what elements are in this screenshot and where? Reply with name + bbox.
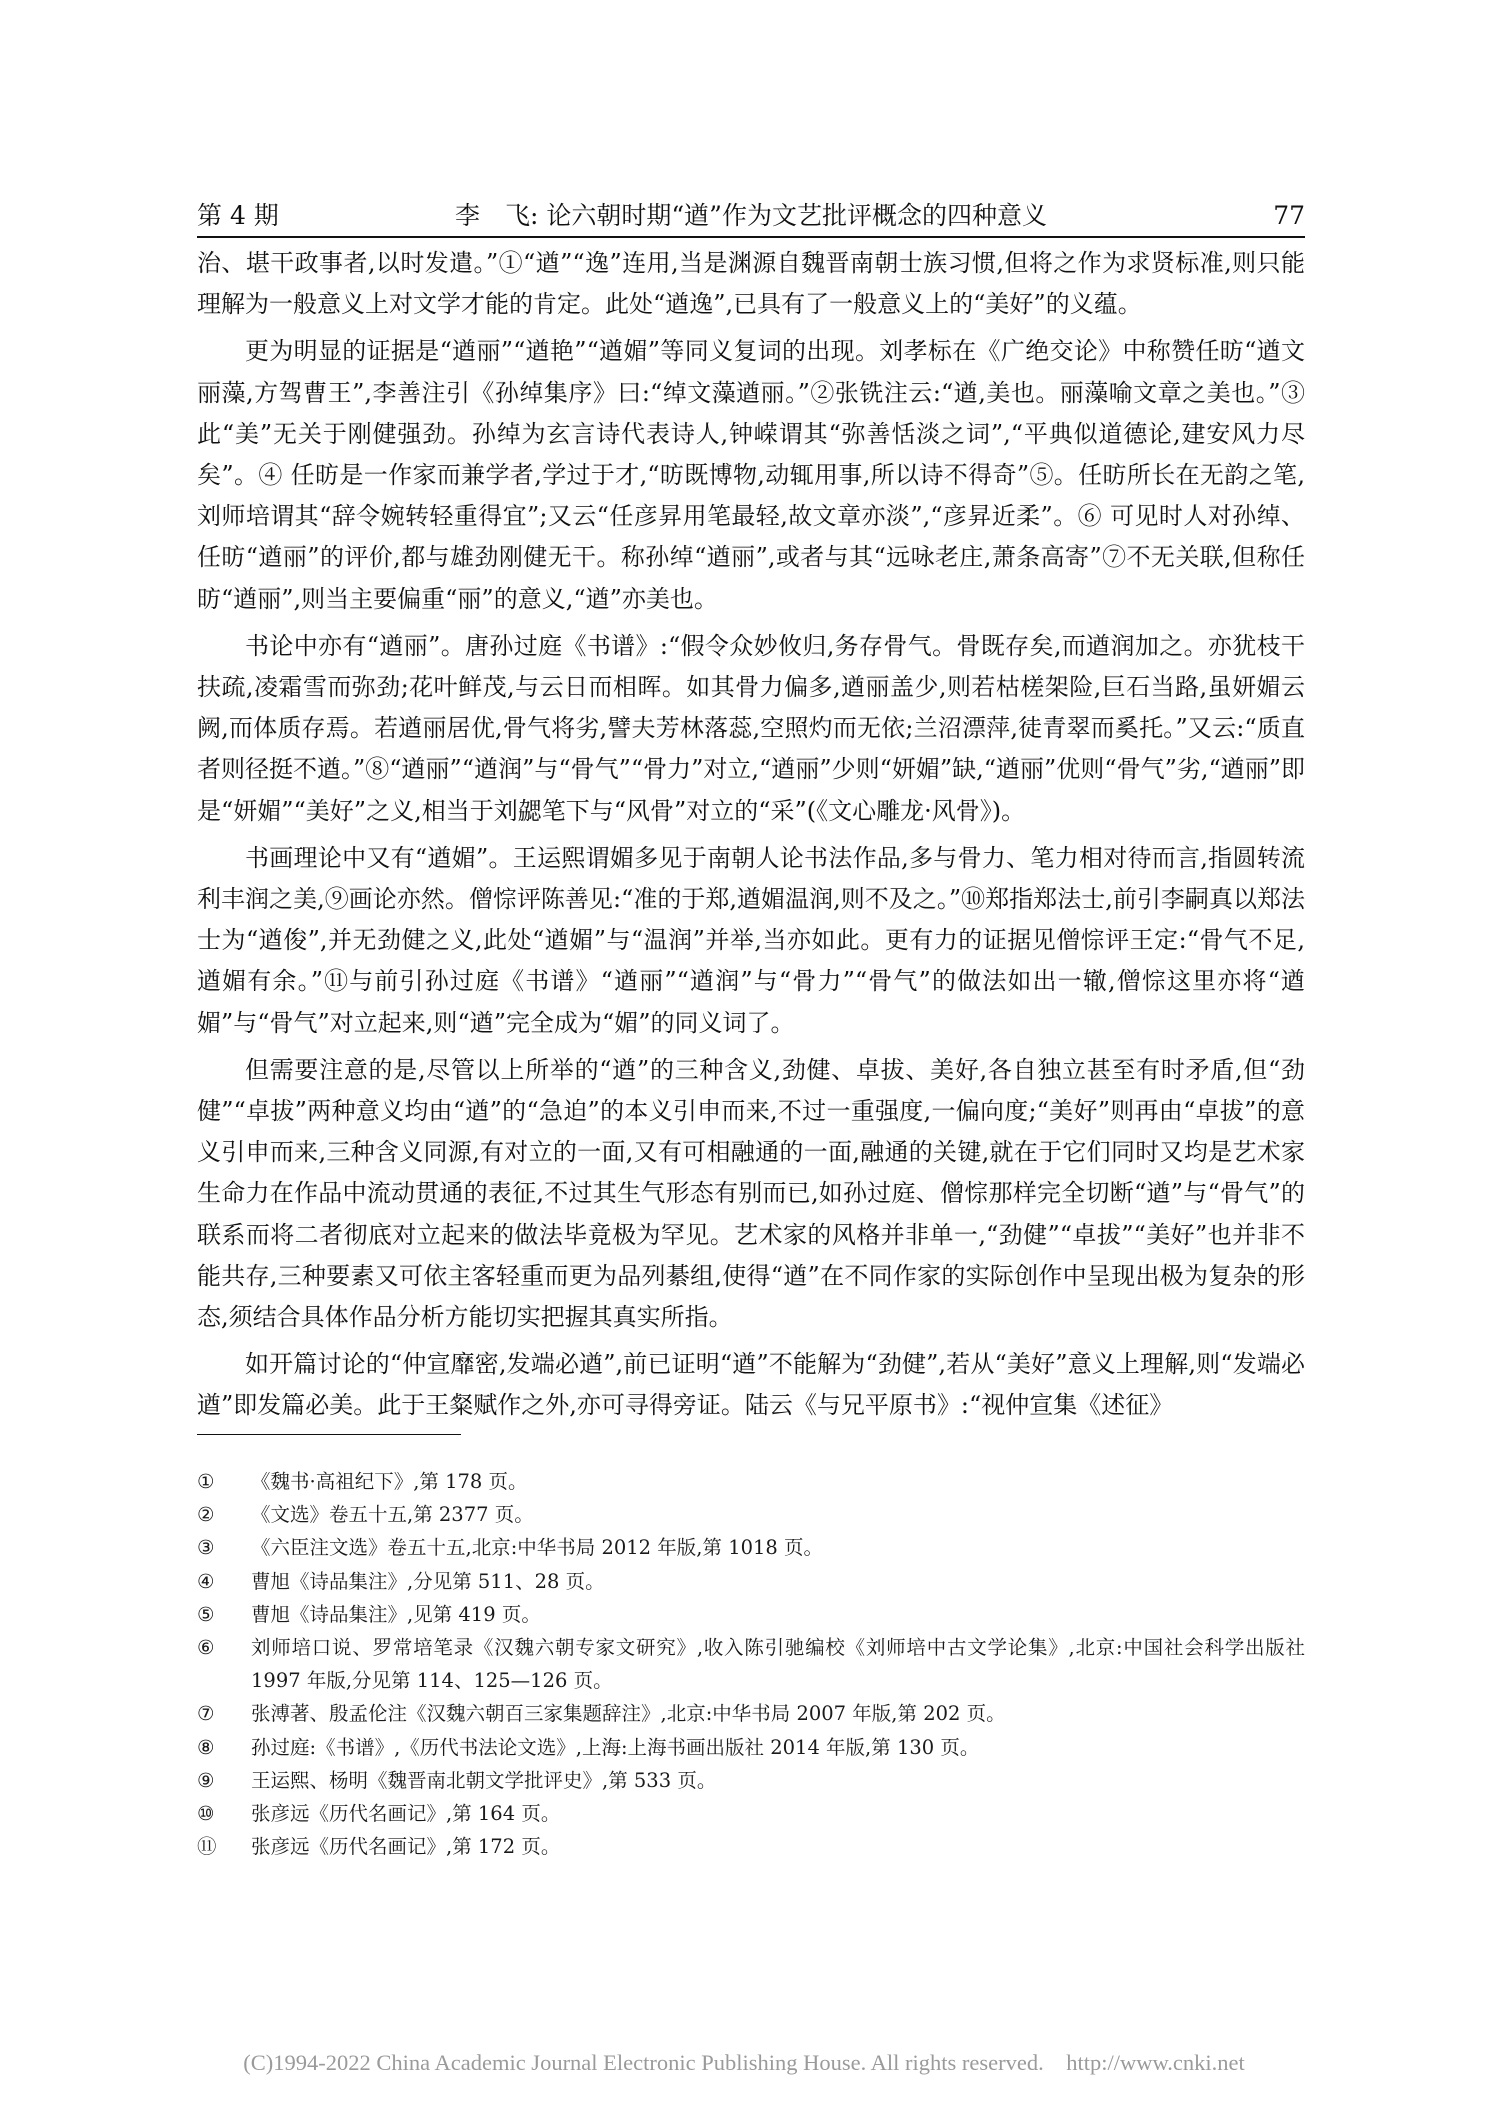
running-title: 李 飞: 论六朝时期“遒”作为文艺批评概念的四种意义: [455, 201, 1047, 230]
footnote: [197, 1830, 1305, 1863]
footnote-text: 曹旭《诗品集注》,分见第 511、28 页。: [251, 1569, 605, 1593]
issue-number: 第 4 期: [197, 201, 279, 230]
paragraph-6: 如开篇讨论的“仲宣靡密,发端必遒”,前已证明“遒”不能解为“劲健”,若从“美好”意义上理解,则“发端必遒”即发篇必美。此于王粲赋作之外,亦可寻得旁证。陆云《与兄平原书》:“视仲宣集《述征》: [197, 1350, 1305, 1420]
paragraph-3: 书论中亦有“遒丽”。唐孙过庭《书谱》:“假令众妙攸归,务存骨气。骨既存矣,而遒润加之。亦犹枝干扶疏,凌霜雪而弥劲;花叶鲜茂,与云日而相晖。如其骨力偏多,遒丽盖少,则若枯槎架险,巨石当路,虽妍媚云阙,而体质存焉。若遒丽居优,骨气将劣,譬夫芳林落蕊,空照灼而无依;兰沼漂萍,徒青翠而奚托。”又云:“质直者则径挺不遒。”⑧“遒丽”“遒润”与“骨气”“骨力”对立,“遒丽”少则“妍媚”缺,“遒丽”优则“骨气”劣,“遒丽”即是“妍媚”“美好”之义,相当于刘勰笔下与“风骨”对立的“采”(《文心雕龙·风骨》)。: [197, 631, 1306, 825]
paragraph-1: 治、堪干政事者,以时发遣。”①“遒”“逸”连用,当是渊源自魏晋南朝士族习惯,但将之作为求贤标准,则只能理解为一般意义上对文学才能的肯定。此处“遒逸”,已具有了一般意义上的“美好”的义蕴。: [197, 249, 1305, 319]
paragraph-2: 更为明显的证据是“遒丽”“遒艳”“遒媚”等同义复词的出现。刘孝标在《广绝交论》中称赞任昉“遒文丽藻,方驾曹王”,李善注引《孙绰集序》曰:“绰文藻遒丽。”②张铣注云:“遒,美也。丽藻喻文章之美也。”③此“美”无关于刚健强劲。孙绰为玄言诗代表诗人,钟嵘谓其“弥善恬淡之词”,“平典似道德论,建安风力尽矣”。④ 任昉是一作家而兼学者,学过于才,“昉既博物,动辄用事,所以诗不得奇”⑤。任昉所长在无韵之笔,刘师培谓其“辞令婉转轻重得宜”;又云“任彦昇用笔最轻,故文章亦淡”,“彦昇近柔”。⑥ 可见时人对孙绰、任昉“遒丽”的评价,都与雄劲刚健无干。称孙绰“遒丽”,或者与其“远咏老庄,萧条高寄”⑦不无关联,但称任昉“遒丽”,则当主要偏重“丽”的意义,“遒”亦美也。: [197, 337, 1305, 613]
footnote-text: 《魏书·高祖纪下》,第 178 页。: [251, 1470, 528, 1493]
footnote: [197, 1731, 1305, 1764]
footnote-number: ③: [197, 1536, 215, 1560]
footnote-text: 曹旭《诗品集注》,见第 419 页。: [251, 1602, 541, 1626]
footnote-text: 刘师培口说、罗常培笔录《汉魏六朝专家文研究》,收入陈引驰编校《刘师培中古文学论集》,北京:中国社会科学出版社 1997 年版,分见第 114、125—126 页。: [251, 1636, 1305, 1693]
footnote-text: 张溥著、殷孟伦注《汉魏六朝百三家集题辞注》,北京:中华书局 2007 年版,第 202 页。: [251, 1702, 1006, 1726]
footnote-text: 孙过庭:《书谱》,《历代书法论文选》,上海:上海书画出版社 2014 年版,第 130 页。: [251, 1735, 980, 1759]
footnote: [197, 1764, 1305, 1797]
copyright-notice: (C)1994-2022 China Academic Journal Electronic Publishing House. All rights reserved. http://www.cnki.net: [243, 2050, 1245, 2075]
footnote-text: 《文选》卷五十五,第 2377 页。: [251, 1503, 534, 1527]
footnote: [197, 1531, 1305, 1564]
footnote-number: ②: [197, 1503, 215, 1527]
footnote-divider: [197, 1434, 461, 1435]
footnote: [197, 1797, 1305, 1830]
footnote-text: 王运熙、杨明《魏晋南北朝文学批评史》,第 533 页。: [251, 1768, 717, 1792]
footnote: [197, 1598, 1305, 1631]
running-header: [197, 196, 1305, 238]
footnote: [197, 1565, 1305, 1598]
footnote: [197, 1697, 1305, 1730]
footnote-number: ⑪: [197, 1835, 217, 1859]
paragraph-5: 但需要注意的是,尽管以上所举的“遒”的三种含义,劲健、卓拔、美好,各自独立甚至有时矛盾,但“劲健”“卓拔”两种意义均由“遒”的“急迫”的本义引申而来,不过一重强度,一偏向度;“美好”则再由“卓拔”的意义引申而来,三种含义同源,有对立的一面,又有可相融通的一面,融通的关键,就在于它们同时又均是艺术家生命力在作品中流动贯通的表征,不过其生气形态有别而已,如孙过庭、僧悰那样完全切断“遒”与“骨气”的联系而将二者彻底对立起来的做法毕竟极为罕见。艺术家的风格并非单一,“劲健”“卓拔”“美好”也并非不能共存,三种要素又可依主客轻重而更为品列綦组,使得“遒”在不同作家的实际创作中呈现出极为复杂的形态,须结合具体作品分析方能切实把握其真实所指。: [197, 1055, 1305, 1332]
footnote-number: ④: [197, 1569, 215, 1593]
footnote: [197, 1498, 1305, 1531]
page-number: 77: [1273, 201, 1305, 230]
footnote-number: ⑦: [197, 1702, 215, 1726]
footnote-text: 《六臣注文选》卷五十五,北京:中华书局 2012 年版,第 1018 页。: [251, 1536, 824, 1560]
footnote-number: ⑥: [197, 1636, 215, 1660]
paragraph-4: 书画理论中又有“遒媚”。王运熙谓媚多见于南朝人论书法作品,多与骨力、笔力相对待而言,指圆转流利丰润之美,⑨画论亦然。僧悰评陈善见:“准的于郑,遒媚温润,则不及之。”⑩郑指郑法士,前引李嗣真以郑法士为“遒俊”,并无劲健之义,此处“遒媚”与“温润”并举,当亦如此。更有力的证据见僧悰评王定:“骨气不足,遒媚有余。”⑪与前引孙过庭《书谱》“遒丽”“遒润”与“骨力”“骨气”的做法如出一辙,僧悰这里亦将“遒媚”与“骨气”对立起来,则“遒”完全成为“媚”的同义词了。: [197, 843, 1305, 1037]
footnote-number: ⑩: [197, 1802, 215, 1826]
footnote-text: 张彦远《历代名画记》,第 172 页。: [251, 1835, 561, 1859]
footnote-number: ⑨: [197, 1768, 215, 1792]
footnotes: [197, 1465, 1305, 1863]
footnote-number: ⑤: [197, 1602, 215, 1626]
footnote: [197, 1631, 1305, 1697]
footnote: [197, 1465, 1305, 1498]
body-text: [197, 243, 1305, 1427]
footnote-number: ⑧: [197, 1735, 215, 1759]
footnote-text: 张彦远《历代名画记》,第 164 页。: [251, 1802, 561, 1826]
footnote-number: ①: [197, 1470, 215, 1493]
